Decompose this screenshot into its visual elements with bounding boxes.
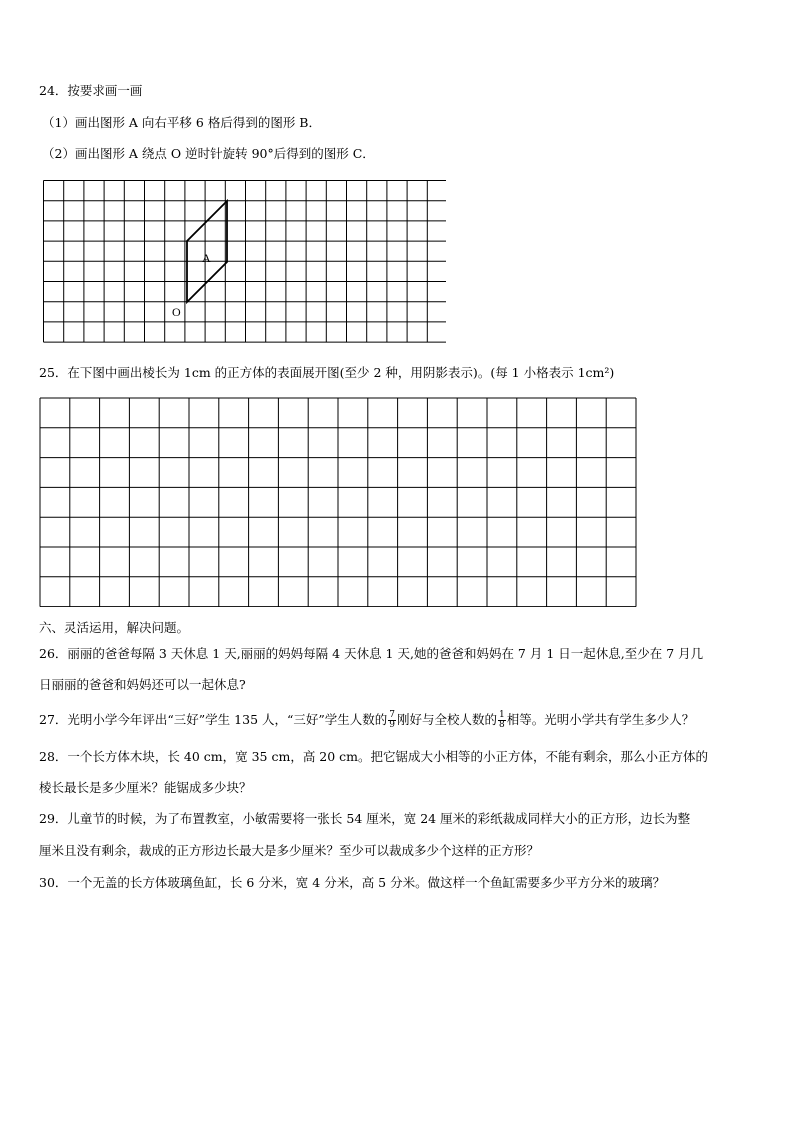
q26-line2: 日丽丽的爸爸和妈妈还可以一起休息? (39, 677, 246, 692)
q29-line2: 厘米且没有剩余，裁成的正方形边长最大是多少厘米？至少可以裁成多少个这样的正方形？ (39, 843, 540, 858)
q27-fraction-7-9 (388, 711, 396, 730)
q26-line1: 26．丽丽的爸爸每隔 3 天休息 1 天,丽丽的妈妈每隔 4 天休息 1 天,她的爸爸和妈妈在 7 月 1 日一起休息,至少在 7 月几 (39, 646, 704, 661)
q27-frac2-num: 1 (499, 710, 505, 720)
section6-title: 六、灵活运用，解决问题。 (39, 620, 190, 635)
label-o: O (172, 305, 181, 319)
q28-line2: 棱长最长是多少厘米？能锯成多少块？ (39, 780, 252, 795)
q25-text: 25．在下图中画出棱长为 1cm 的正方体的表面展开图(至少 2 种，用阴影表示)。(每 1 小格表示 1cm²) (39, 365, 615, 380)
q27-text (39, 711, 694, 730)
q24-part2: （2）画出图形 A 绕点 O 逆时针旋转 90°后得到的图形 C． (42, 146, 375, 161)
q24-title: 24．按要求画一画 (39, 83, 143, 98)
q24-grid (42, 179, 446, 345)
q27-fraction-1-8 (498, 711, 506, 730)
q27-frac2-den: 8 (499, 720, 505, 730)
q27-part1: 27．光明小学今年评出“三好”学生 135 人，“三好”学生人数的 (39, 712, 388, 727)
q27-frac1-num: 7 (389, 710, 396, 720)
q30-text: 30．一个无盖的长方体玻璃鱼缸，长 6 分米，宽 4 分米，高 5 分米。做这样一个鱼缸需要多少平方分米的玻璃？ (39, 875, 666, 890)
q28-line1: 28．一个长方体木块，长 40 cm，宽 35 cm，高 20 cm。把它锯成大小相等的小正方体，不能有剩余，那么小正方体的 (39, 749, 709, 764)
q24-part1: （1）画出图形 A 向右平移 6 格后得到的图形 B． (42, 115, 321, 130)
label-a: A (202, 251, 211, 265)
q25-grid (39, 397, 640, 607)
q27-part3: 相等。光明小学共有学生多少人？ (506, 712, 695, 727)
q29-line1: 29．儿童节的时候，为了布置教室，小敏需要将一张长 54 厘米，宽 24 厘米的彩纸裁成同样大小的正方形，边长为整 (39, 811, 691, 826)
q27-frac1-den: 9 (389, 720, 396, 730)
q27-part2: 刚好与全校人数的 (397, 712, 498, 727)
